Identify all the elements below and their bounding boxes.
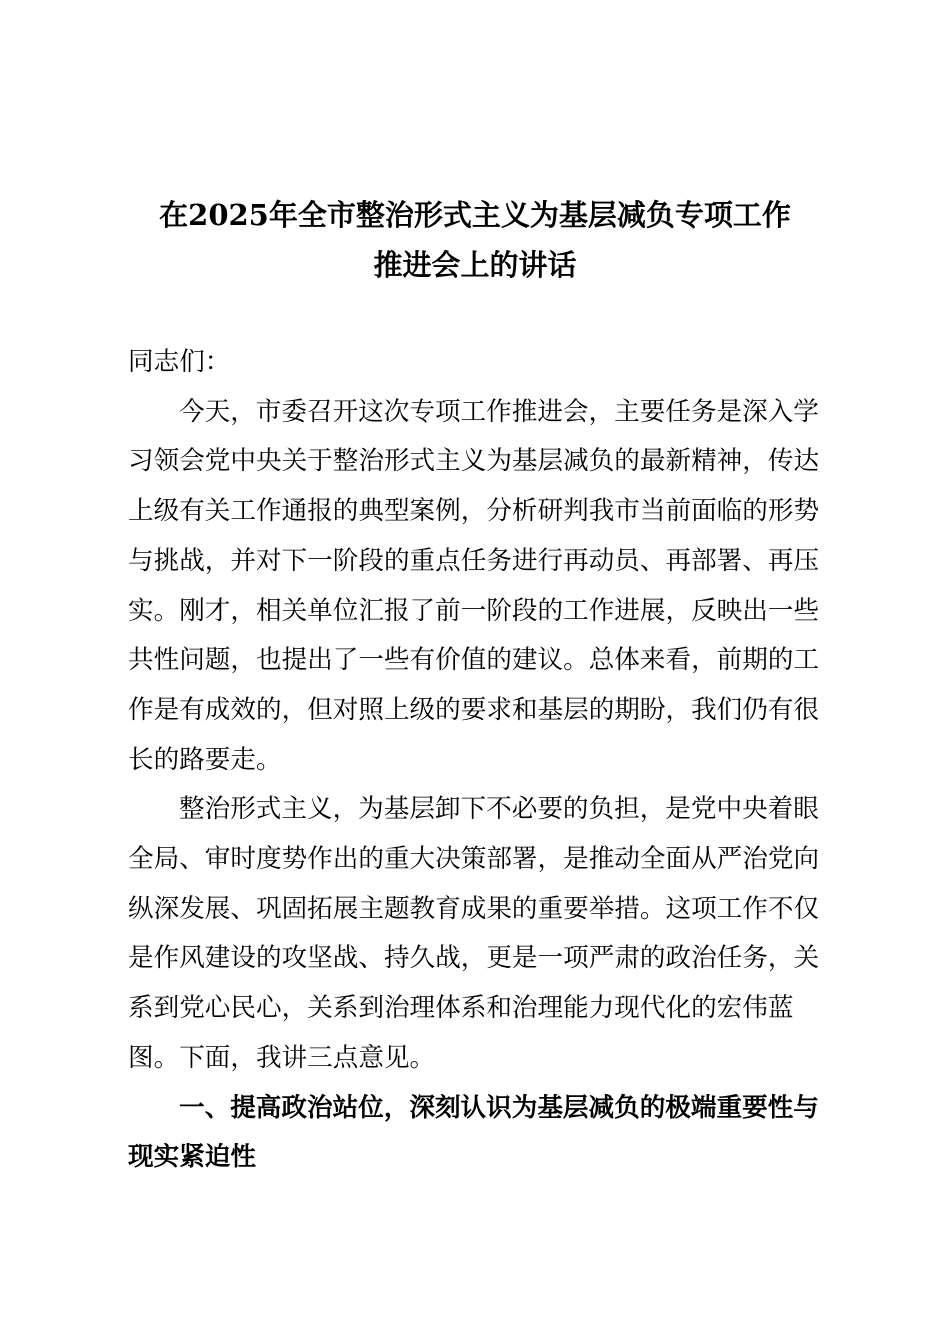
paragraph-line: 上级有关工作通报的典型案例，分析研判我市当前面临的形势	[128, 496, 820, 527]
paragraph-line: 与挑战，并对下一阶段的重点任务进行再动员、再部署、再压	[128, 545, 820, 576]
document-body	[128, 338, 828, 1183]
paragraph-2	[128, 785, 828, 1083]
title-line: 推进会上的讲话	[373, 248, 577, 282]
paragraph-line: 作是有成效的，但对照上级的要求和基层的期盼，我们仍有很	[128, 694, 820, 725]
paragraph-line: 习领会党中央关于整治形式主义为基层减负的最新精神，传达	[128, 446, 820, 477]
paragraph-line: 是作风建设的攻坚战、持久战，更是一项严肃的政治任务，关	[128, 943, 820, 974]
paragraph-line: 整治形式主义，为基层卸下不必要的负担，是党中央着眼	[179, 794, 819, 825]
paragraph-1	[128, 388, 828, 786]
document-title	[0, 190, 950, 290]
paragraph-line: 实。刚才，相关单位汇报了前一阶段的工作进展，反映出一些	[128, 595, 820, 626]
paragraph-line: 共性问题，也提出了一些有价值的建议。总体来看，前期的工	[128, 645, 820, 676]
paragraph-line: 图。下面，我讲三点意见。	[128, 1042, 436, 1073]
section-heading	[128, 1084, 828, 1183]
title-line: 在2025年全市整治形式主义为基层减负专项工作	[159, 198, 791, 232]
greeting: 同志们：	[128, 347, 231, 377]
heading-line: 一、提高政治站位，深刻认识为基层减负的极端重要性与	[179, 1092, 819, 1123]
paragraph-line: 长的路要走。	[128, 744, 282, 775]
paragraph-line: 纵深发展、巩固拓展主题教育成果的重要举措。这项工作不仅	[128, 893, 820, 924]
paragraph-line: 系到党心民心，关系到治理体系和治理能力现代化的宏伟蓝	[128, 993, 794, 1024]
heading-line: 现实紧迫性	[128, 1142, 256, 1173]
paragraph-line: 今天，市委召开这次专项工作推进会，主要任务是深入学	[179, 396, 819, 427]
paragraph-line: 全局、审时度势作出的重大决策部署，是推动全面从严治党向	[128, 844, 820, 875]
